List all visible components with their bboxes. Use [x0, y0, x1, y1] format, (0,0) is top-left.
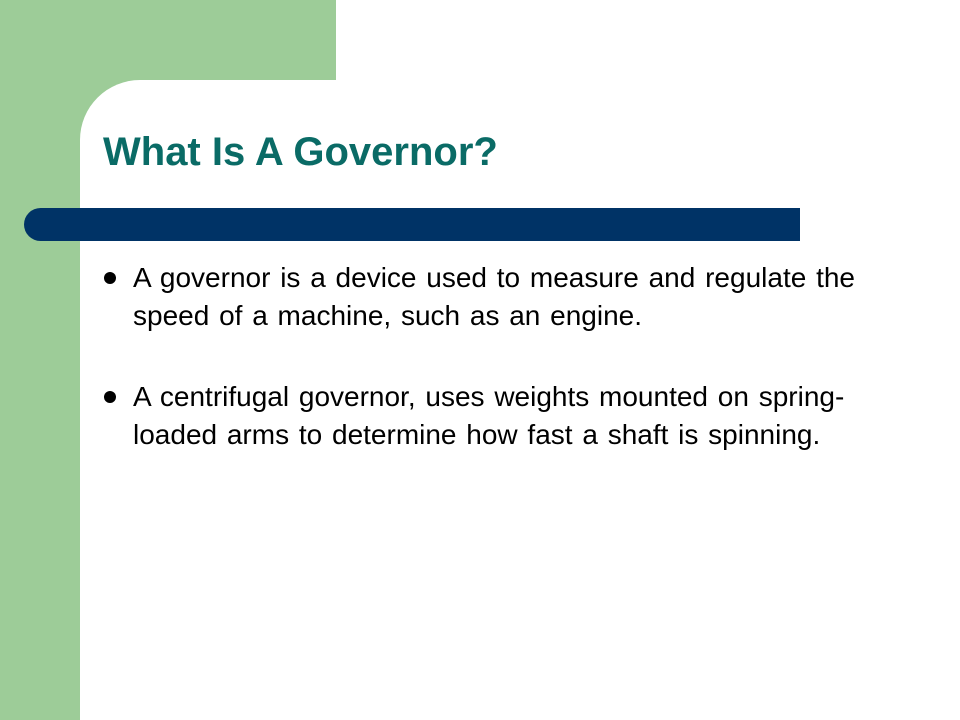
bullet-list [104, 259, 864, 454]
title-underline-bar [24, 208, 800, 241]
bullet-dot-icon [104, 272, 116, 284]
bullet-text: A centrifugal governor, uses weights mounted on spring-loaded arms to determine how fast a shaft is spinning. [133, 381, 845, 450]
bullet-item [104, 259, 864, 335]
slide-title: What Is A Governor? [103, 130, 498, 174]
bullet-text: A governor is a device used to measure and regulate the speed of a machine, such as an engine. [133, 262, 855, 331]
bullet-dot-icon [104, 391, 116, 403]
bullet-item [104, 378, 864, 454]
